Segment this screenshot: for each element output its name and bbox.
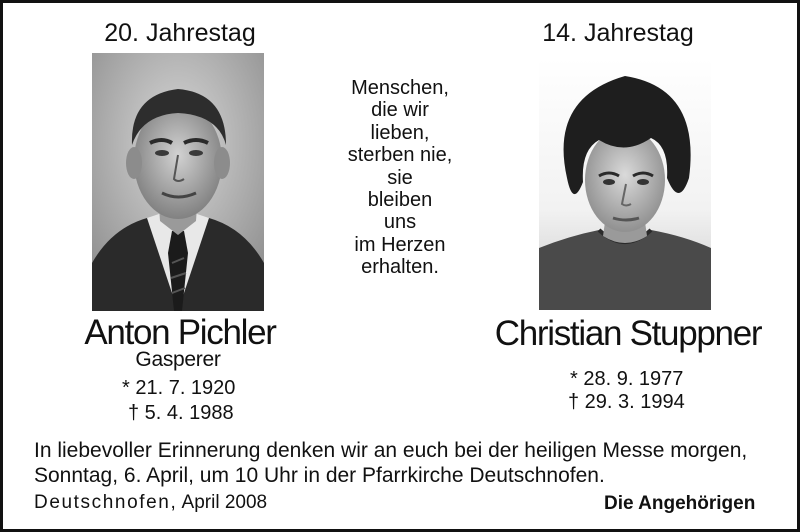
- message-line-2: Sonntag, 6. April, um 10 Uhr in der Pfarrkirche Deutschnofen.: [34, 464, 605, 487]
- poem-line: erhalten.: [361, 256, 439, 279]
- place-and-date: [34, 492, 267, 514]
- left-name: Anton Pichler: [84, 313, 276, 352]
- left-anniversary: 20. Jahrestag: [104, 19, 256, 47]
- memorial-message: [34, 438, 747, 488]
- place: Deutschnofen,: [34, 492, 178, 513]
- portrait-anton-pichler: [92, 53, 264, 311]
- poem-line: sterben nie,: [347, 144, 453, 167]
- poem-line: sie: [387, 166, 413, 189]
- left-nickname: Gasperer: [135, 348, 221, 371]
- signature: Die Angehörigen: [604, 493, 756, 514]
- poem-line: lieben,: [370, 121, 430, 144]
- right-name: Christian Stuppner: [494, 314, 762, 353]
- left-death-date: † 5. 4. 1988: [128, 402, 234, 424]
- message-line-1: In liebevoller Erinnerung denken wir an euch bei der heiligen Messe morgen,: [34, 439, 748, 462]
- date: April 2008: [177, 492, 268, 513]
- right-birth-date: * 28. 9. 1977: [570, 368, 684, 390]
- right-anniversary: 14. Jahrestag: [542, 19, 694, 47]
- poem-line: Menschen,: [351, 77, 449, 99]
- poem-line: die wir: [371, 99, 429, 122]
- right-death-date: † 29. 3. 1994: [568, 391, 685, 413]
- poem-line: im Herzen: [354, 233, 446, 256]
- left-birth-date: * 21. 7. 1920: [122, 377, 236, 399]
- poem-line: uns: [383, 211, 417, 234]
- portrait-christian-stuppner: [539, 58, 711, 310]
- poem: [325, 77, 475, 279]
- poem-line: bleiben: [367, 189, 433, 212]
